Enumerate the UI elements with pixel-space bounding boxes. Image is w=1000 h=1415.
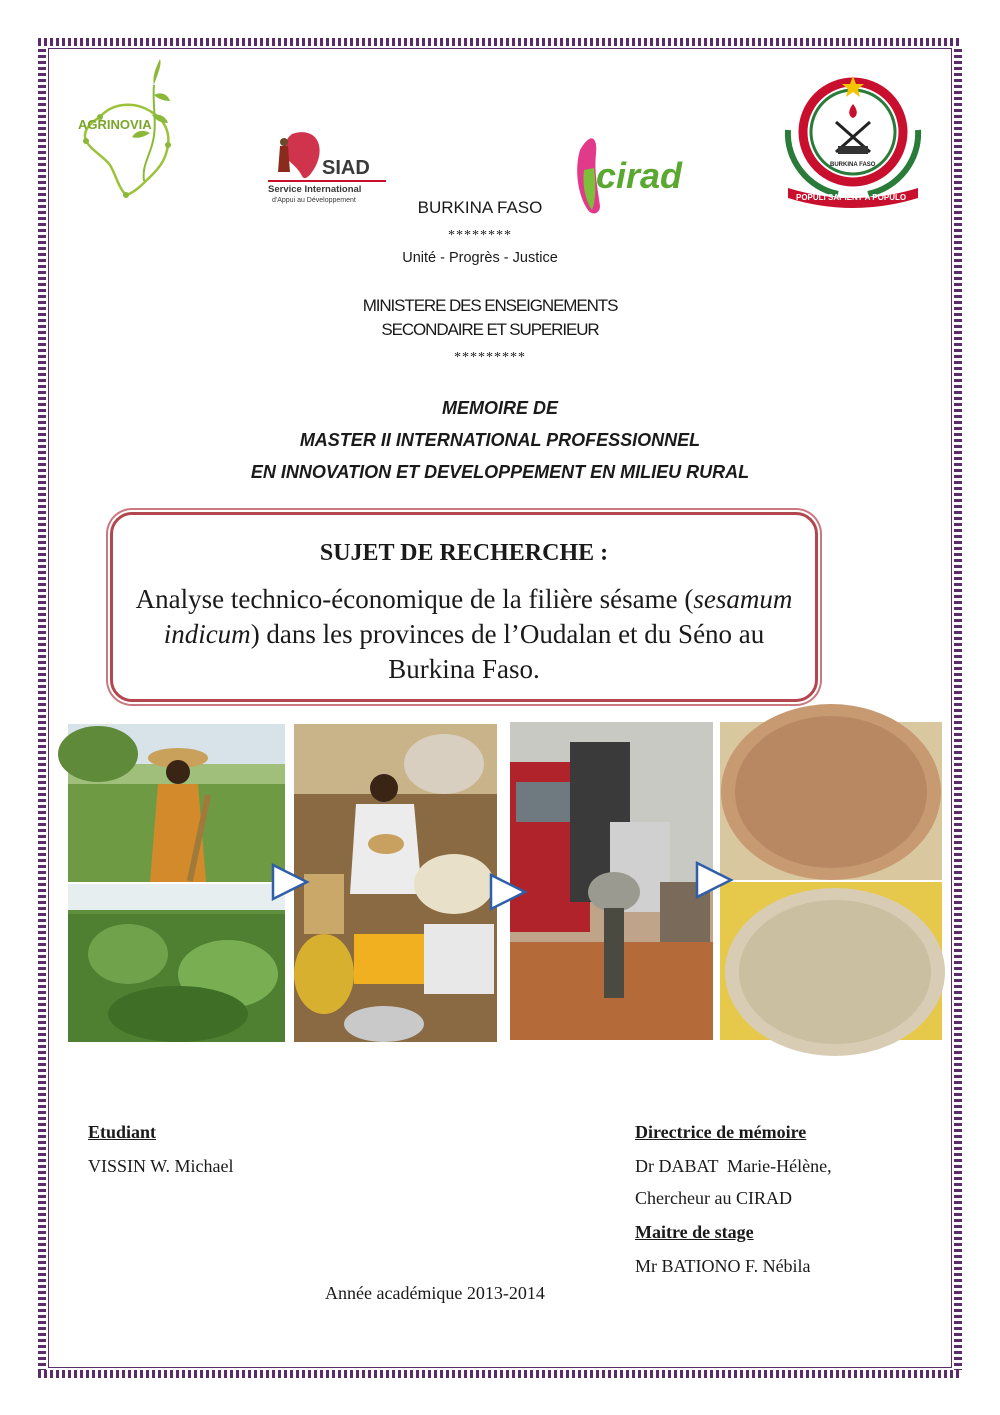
subject-text-part-2: ) dans les provinces de l’Oudalan et du Séno au Burkina Faso. (250, 619, 765, 684)
director-label: Directrice de mémoire (635, 1122, 807, 1142)
student-label: Etudiant (88, 1122, 157, 1142)
memoire-heading-2: MASTER II INTERNATIONAL PROFESSIONNEL (299, 430, 701, 450)
siad-logo (268, 128, 390, 206)
academic-year: Année académique 2013-2014 (325, 1283, 545, 1303)
siad-logo-sub2: d'Appui au Développement (272, 197, 356, 204)
agrinovia-logo-text: AGRINOVIA (78, 117, 152, 132)
siad-logo-sub1: Service International (268, 184, 362, 195)
photo-sesame-seeds-1 (720, 722, 942, 880)
director-role: Chercheur au CIRAD (635, 1188, 792, 1208)
photo-farmer-sesame-field (68, 724, 285, 882)
director-name: Dr DABAT Marie-Hélène, (635, 1156, 832, 1176)
separator-stars-2: ********* (454, 350, 526, 365)
subject-text-part-1: Analyse technico-économique de la filière sésame ( (135, 584, 694, 614)
separator-stars: ******** (448, 228, 512, 243)
subject-text (130, 582, 798, 687)
supervisor-label: Maitre de stage (635, 1222, 754, 1242)
flow-arrow-2 (488, 872, 528, 912)
memoire-heading-3: EN INNOVATION ET DEVELOPPEMENT EN MILIEU RURAL (250, 462, 750, 482)
flow-arrow-1 (270, 862, 310, 902)
agrinovia-logo (72, 55, 182, 200)
supervisor-name: Mr BATIONO F. Nébila (635, 1256, 811, 1276)
ministry-line-2: SECONDAIRE ET SUPERIEUR (381, 320, 599, 339)
subject-title: SUJET DE RECHERCHE : (319, 540, 609, 566)
siad-logo-name: SIAD (322, 157, 370, 179)
cirad-logo (570, 110, 683, 220)
cirad-logo-text: cirad (596, 155, 683, 196)
university-seal-country: BURKINA FASO (830, 162, 876, 168)
ministry-line-1: MINISTERE DES ENSEIGNEMENTS (362, 296, 618, 315)
memoire-heading-1: MEMOIRE DE (441, 398, 558, 418)
photo-truck-transport (510, 722, 713, 1040)
university-seal-motto: POPULI SAPIENT A POPULO (796, 193, 907, 202)
student-name: VISSIN W. Michael (88, 1156, 234, 1176)
country-name: BURKINA FASO (417, 198, 543, 217)
national-motto: Unité - Progrès - Justice (402, 250, 558, 266)
photo-sesame-plants (68, 884, 285, 1042)
flow-arrow-3 (694, 860, 734, 900)
photo-sesame-seeds-2 (720, 882, 942, 1040)
photo-market-vendor (294, 724, 497, 1042)
subject-species-name: sesamum indicum (163, 584, 793, 649)
university-seal (778, 70, 928, 210)
